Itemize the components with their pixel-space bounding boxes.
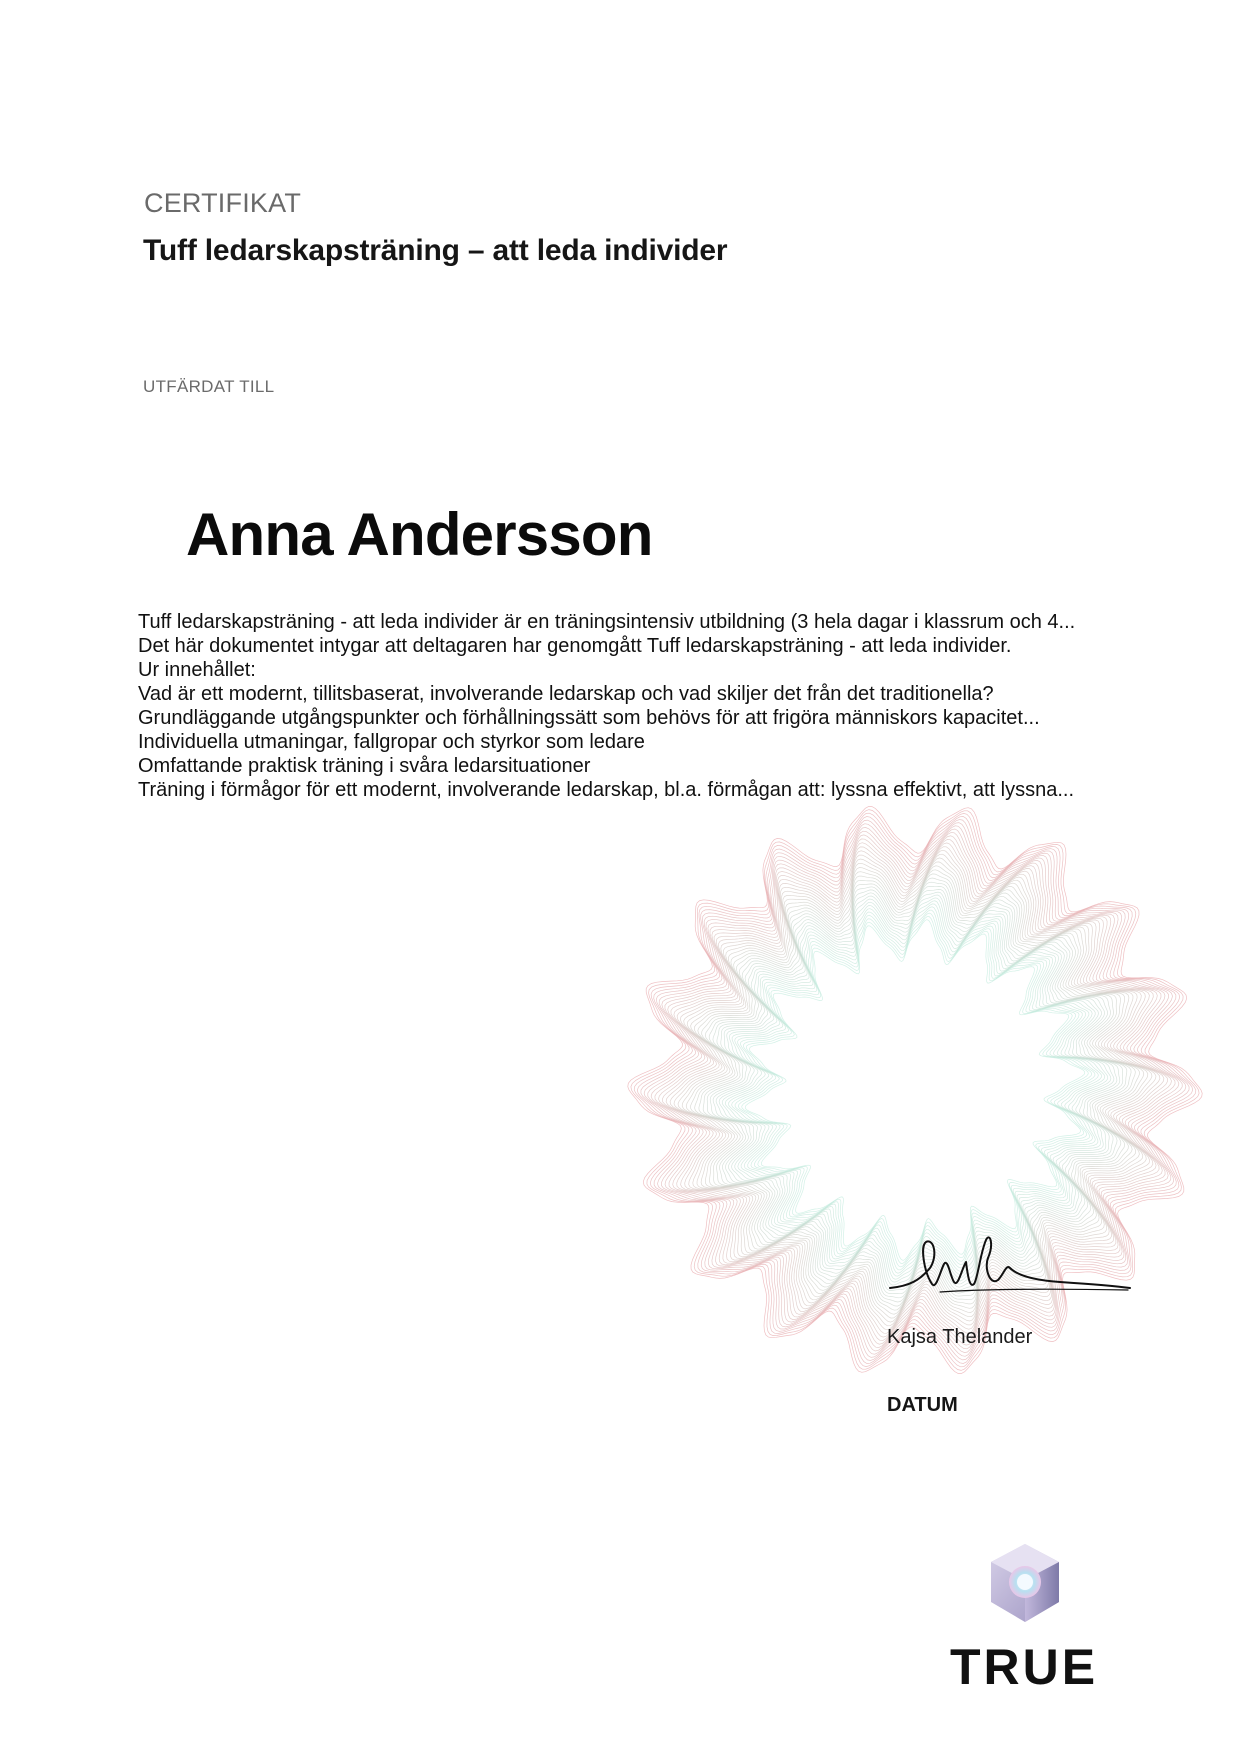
description-line: Vad är ett modernt, tillitsbaserat, involverande ledarskap och vad skiljer det från det traditionella? bbox=[138, 683, 994, 705]
true-wordmark: TRUE bbox=[950, 1639, 1099, 1695]
description-line: Det här dokumentet intygar att deltagaren har genomgått Tuff ledarskapsträning - att leda individer. bbox=[138, 635, 1012, 657]
certificate-kicker: CERTIFIKAT bbox=[144, 188, 302, 218]
guilloche-ring bbox=[732, 907, 1099, 1273]
description-line: Individuella utmaningar, fallgropar och styrkor som ledare bbox=[138, 731, 645, 753]
date-label: DATUM bbox=[887, 1394, 958, 1416]
signature bbox=[880, 1228, 1140, 1308]
description-line: Omfattande praktisk träning i svåra ledarsituationer bbox=[138, 755, 591, 777]
signer-name: Kajsa Thelander bbox=[887, 1326, 1033, 1348]
course-description bbox=[138, 610, 1158, 802]
guilloche-ring bbox=[742, 917, 1089, 1264]
description-line: Ur innehållet: bbox=[138, 659, 256, 681]
true-logo-icon bbox=[985, 1540, 1065, 1628]
guilloche-ring bbox=[745, 920, 1085, 1261]
description-line: Tuff ledarskapsträning - att leda individer är en träningsintensiv utbildning (3 hela dagar i klassrum och 4... bbox=[138, 611, 1076, 633]
guilloche-ring bbox=[719, 895, 1111, 1285]
recipient-name: Anna Andersson bbox=[186, 501, 653, 568]
guilloche-ring bbox=[722, 898, 1107, 1282]
certificate-title: Tuff ledarskapsträning – att leda individer bbox=[143, 234, 728, 267]
description-line: Träning i förmågor för ett modernt, involverande ledarskap, bl.a. förmågan att: lyssna effektivt, att lyssna... bbox=[138, 779, 1075, 801]
description-line: Grundläggande utgångspunkter och förhållningssätt som behövs för att frigöra människors kapacitet... bbox=[138, 707, 1040, 729]
issued-to-label: UTFÄRDAT TILL bbox=[143, 377, 275, 396]
guilloche-ring bbox=[738, 913, 1091, 1267]
